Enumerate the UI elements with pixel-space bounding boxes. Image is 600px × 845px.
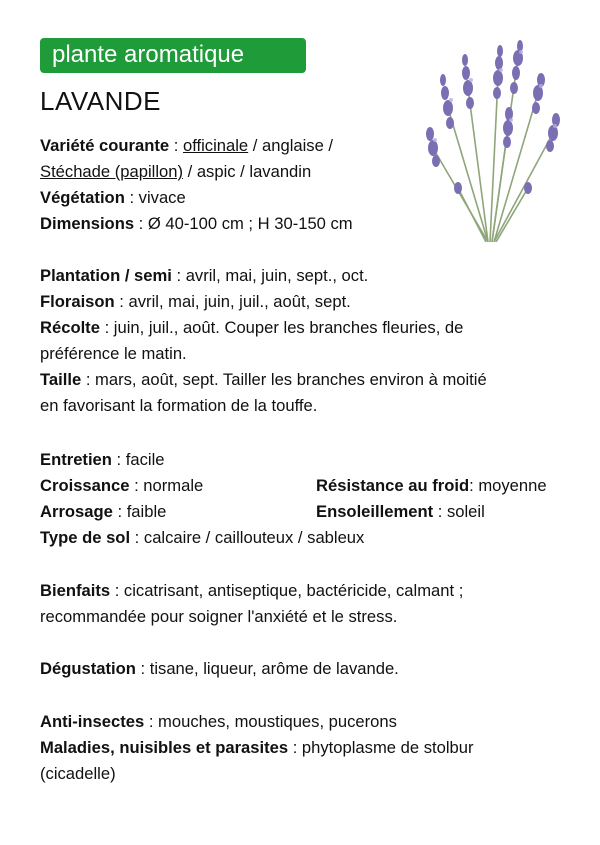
page-title: LAVANDE bbox=[40, 86, 162, 116]
plantation-line bbox=[40, 263, 368, 289]
arrosage-label: Arrosage bbox=[40, 502, 113, 521]
resistance-value: : moyenne bbox=[469, 476, 547, 495]
sol-line bbox=[40, 525, 364, 551]
maladies-line-2: (cicadelle) bbox=[40, 764, 116, 783]
bienfaits-label: Bienfaits bbox=[40, 581, 111, 600]
lavender-illustration bbox=[408, 38, 568, 242]
entretien-value: : facile bbox=[111, 450, 165, 469]
resistance-item bbox=[316, 473, 547, 499]
ensoleillement-item bbox=[316, 499, 485, 525]
anti-insectes-line bbox=[40, 709, 397, 735]
plantation-value: : avril, mai, juin, sept., oct. bbox=[171, 266, 369, 285]
recolte-line-2: préférence le matin. bbox=[40, 344, 187, 363]
resistance-label: Résistance au froid bbox=[316, 476, 470, 495]
plantation-label: Plantation / semi bbox=[40, 266, 172, 285]
category-badge: plante aromatique bbox=[40, 38, 306, 73]
floraison-value: : avril, mai, juin, juil., août, sept. bbox=[114, 292, 351, 311]
floraison-label: Floraison bbox=[40, 292, 115, 311]
vegetation-line bbox=[40, 185, 186, 211]
recolte-line bbox=[40, 315, 463, 341]
taille-label: Taille bbox=[40, 370, 82, 389]
vegetation-value: : vivace bbox=[124, 188, 186, 207]
dimensions-label: Dimensions bbox=[40, 214, 135, 233]
arrosage-value: : faible bbox=[112, 502, 167, 521]
variety-anglaise: / anglaise / bbox=[248, 136, 334, 155]
croissance-line bbox=[40, 473, 580, 499]
dimensions-value: : Ø 40-100 cm ; H 30-150 cm bbox=[134, 214, 353, 233]
entretien-line bbox=[40, 447, 165, 473]
maladies-label: Maladies, nuisibles et parasites bbox=[40, 738, 289, 757]
croissance-value: : normale bbox=[129, 476, 204, 495]
maladies-line bbox=[40, 735, 474, 761]
variety-stechade: Stéchade (papillon) bbox=[40, 162, 183, 181]
croissance-label: Croissance bbox=[40, 476, 130, 495]
variety-sep: : bbox=[169, 136, 183, 155]
recolte-value: : juin, juil., août. Couper les branches fleuries, de bbox=[99, 318, 464, 337]
maladies-value: : phytoplasme de stolbur bbox=[288, 738, 474, 757]
anti-insectes-value: : mouches, moustiques, pucerons bbox=[144, 712, 397, 731]
variety-line-1 bbox=[40, 133, 333, 159]
taille-line bbox=[40, 367, 487, 393]
floraison-line bbox=[40, 289, 351, 315]
taille-line-2: en favorisant la formation de la touffe. bbox=[40, 396, 318, 415]
bienfaits-line-2: recommandée pour soigner l'anxiété et le stress. bbox=[40, 607, 398, 626]
sol-label: Type de sol bbox=[40, 528, 131, 547]
bienfaits-line bbox=[40, 578, 463, 604]
arrosage-line bbox=[40, 499, 580, 525]
variety-rest: / aspic / lavandin bbox=[182, 162, 312, 181]
sol-value: : calcaire / caillouteux / sableux bbox=[130, 528, 365, 547]
entretien-label: Entretien bbox=[40, 450, 112, 469]
degustation-line bbox=[40, 656, 399, 682]
bienfaits-value: : cicatrisant, antiseptique, bactéricide, calmant ; bbox=[110, 581, 464, 600]
ensoleillement-label: Ensoleillement bbox=[316, 502, 434, 521]
taille-value: : mars, août, sept. Tailler les branches environ à moitié bbox=[81, 370, 487, 389]
vegetation-label: Végétation bbox=[40, 188, 125, 207]
variety-officinale: officinale bbox=[182, 136, 249, 155]
variety-line-2 bbox=[40, 159, 311, 185]
degustation-value: : tisane, liqueur, arôme de lavande. bbox=[135, 659, 399, 678]
recolte-label: Récolte bbox=[40, 318, 100, 337]
degustation-label: Dégustation bbox=[40, 659, 136, 678]
variety-label: Variété courante bbox=[40, 136, 170, 155]
anti-insectes-label: Anti-insectes bbox=[40, 712, 145, 731]
ensoleillement-value: : soleil bbox=[433, 502, 485, 521]
dimensions-line bbox=[40, 211, 353, 237]
